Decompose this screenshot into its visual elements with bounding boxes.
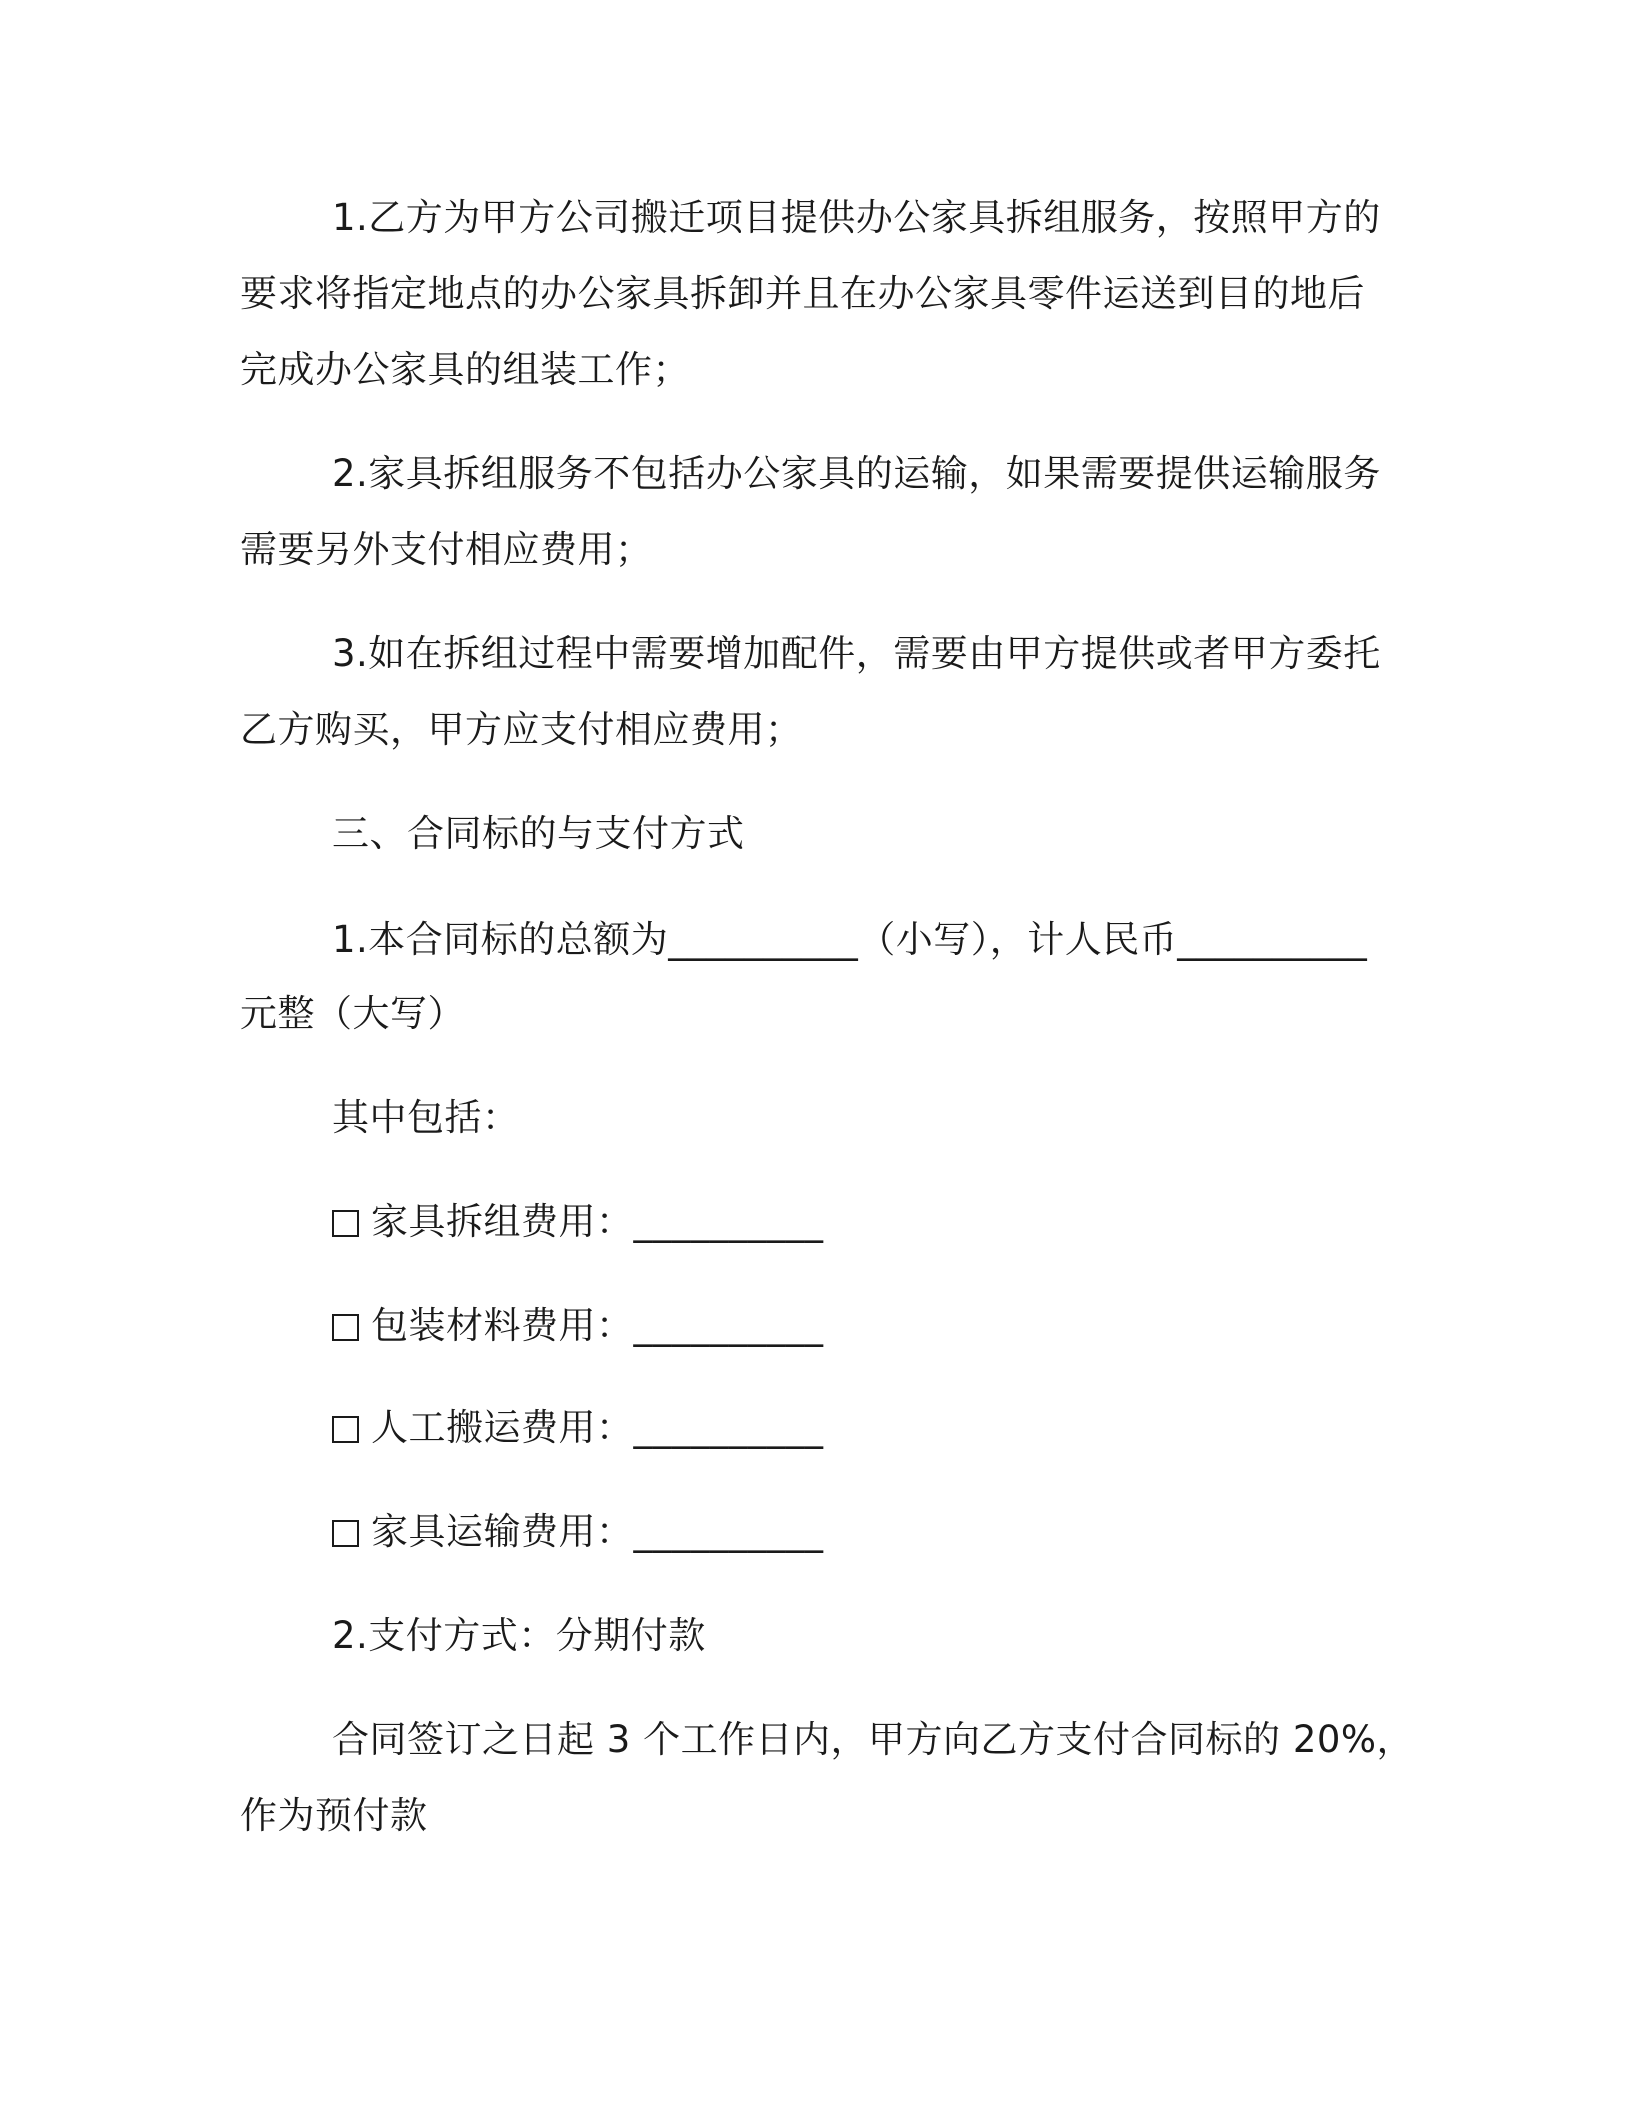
- includes-label: 其中包括：: [332, 1096, 520, 1139]
- item-1-line-3: 完成办公家具的组装工作；: [240, 348, 690, 391]
- item-2-line-1: 2.家具拆组服务不包括办公家具的运输，如果需要提供运输服务: [332, 452, 1381, 495]
- item-3-line-1: 3.如在拆组过程中需要增加配件，需要由甲方提供或者甲方委托: [332, 632, 1381, 675]
- checkbox-packaging-fee[interactable]: [332, 1314, 359, 1341]
- fee-item-transport: [332, 1508, 824, 1556]
- fee-label: 家具运输费用：__________: [371, 1510, 824, 1553]
- fee-item-disassembly: [332, 1198, 824, 1246]
- amount-line-2: 元整（大写）: [240, 992, 465, 1035]
- checkbox-labor-fee[interactable]: [332, 1416, 359, 1443]
- fee-label: 家具拆组费用：__________: [371, 1200, 824, 1243]
- checkbox-disassembly-fee[interactable]: [332, 1210, 359, 1237]
- fee-item-packaging: [332, 1302, 824, 1350]
- payment-terms-line-1: 合同签订之日起 3 个工作日内，甲方向乙方支付合同标的 20%，: [332, 1718, 1415, 1761]
- item-1-line-2: 要求将指定地点的办公家具拆卸并且在办公家具零件运送到目的地后: [240, 272, 1365, 315]
- fee-label: 包装材料费用：__________: [371, 1304, 824, 1347]
- checkbox-transport-fee[interactable]: [332, 1520, 359, 1547]
- payment-terms-line-2: 作为预付款: [240, 1794, 428, 1837]
- section-3-heading: 三、合同标的与支付方式: [332, 812, 745, 855]
- fee-item-labor: [332, 1404, 824, 1452]
- payment-method: 2.支付方式：分期付款: [332, 1614, 706, 1657]
- item-1-line-1: 1.乙方为甲方公司搬迁项目提供办公家具拆组服务，按照甲方的: [332, 196, 1381, 239]
- item-3-line-2: 乙方购买，甲方应支付相应费用；: [240, 708, 803, 751]
- fee-label: 人工搬运费用：__________: [371, 1406, 824, 1449]
- amount-line-1: 1.本合同标的总额为__________（小写），计人民币__________: [332, 918, 1368, 961]
- item-2-line-2: 需要另外支付相应费用；: [240, 528, 653, 571]
